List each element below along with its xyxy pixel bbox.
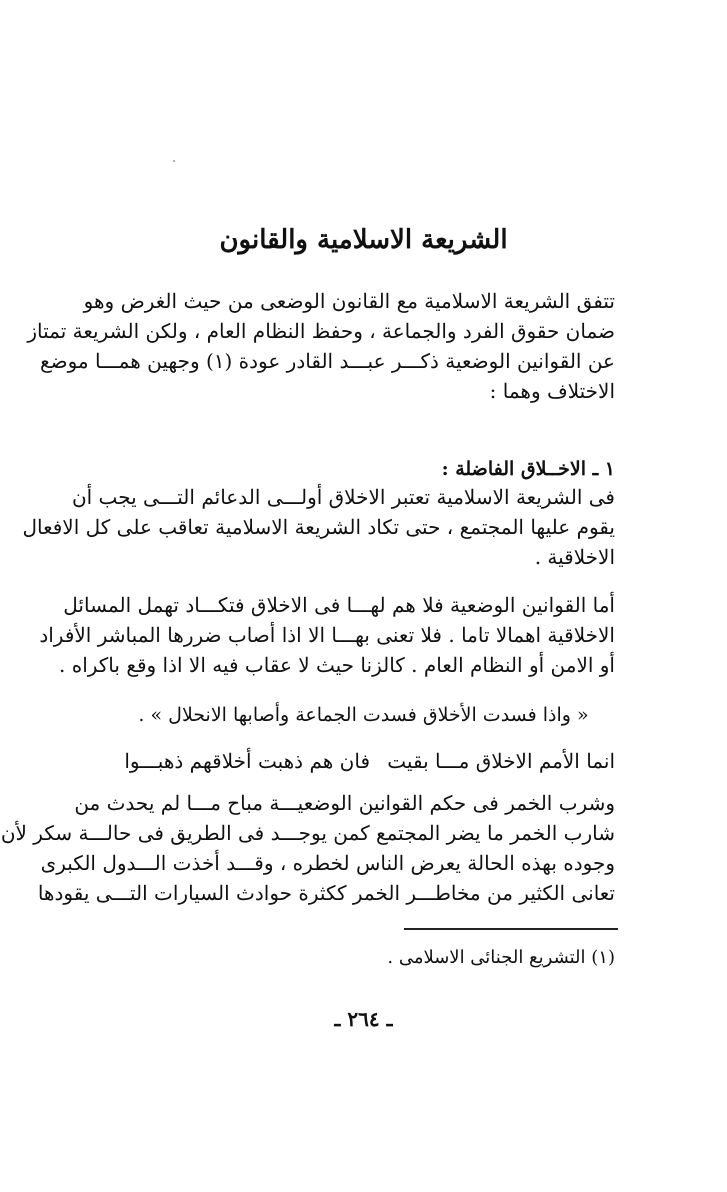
para3-line-4: تعانى الكثير من مخاطـــر الخمر ككثرة حوادث السيارات التـــى يقودها (37, 881, 615, 905)
para1-line-1: فى الشريعة الاسلامية تعتبر الاخلاق أولـــى الدعائم التـــى يجب أن (71, 485, 615, 509)
page-number: ـ ٢٦٤ ـ (334, 1007, 393, 1031)
quote-line: « واذا فسدت الأخلاق فسدت الجماعة وأصابها الانحلال » . (138, 704, 589, 726)
para2-line-2: الاخلاقية اهمالا تاما . فلا تعنى بهـــا الا اذا أصاب ضررها المباشر الأفراد (39, 623, 615, 647)
intro-line-1: تتفق الشريعة الاسلامية مع القانون الوضعى من حيث الغرض وهو (83, 289, 615, 313)
para3-line-2: شارب الخمر ما يضر المجتمع كمن يوجـــد فى الطريق فى حالـــة سكر لأن (0, 821, 615, 845)
para2-line-1: أما القوانين الوضعية فلا هم لهـــا فى الاخلاق فتكـــاد تهمل المسائل (63, 593, 615, 617)
page-title: الشريعة الاسلامية والقانون (219, 225, 508, 255)
scan-speck (173, 160, 175, 162)
verse-second-hemistich: فان هم ذهبت أخلاقهم ذهبـــوا (124, 749, 370, 773)
intro-line-3: عن القوانين الوضعية ذكـــر عبـــد القادر عودة (١) وجهين همـــا موضع (39, 349, 615, 373)
footnote: (١) التشريع الجنائى الاسلامى . (387, 947, 615, 968)
para1-line-3: الاخلاقية . (534, 545, 615, 569)
para3-line-1: وشرب الخمر فى حكم القوانين الوضعيـــة مباح مـــا لم يحدث من (74, 791, 615, 815)
para3-line-3: وجوده بهذه الحالة يعرض الناس لخطره ، وقـــد أخذت الـــدول الكبرى (40, 851, 615, 875)
intro-line-4: الاختلاف وهما : (489, 379, 615, 403)
footnote-divider (404, 928, 618, 930)
intro-line-2: ضمان حقوق الفرد والجماعة ، وحفظ النظام العام ، ولكن الشريعة تمتاز (27, 319, 615, 343)
verse-line (110, 746, 615, 776)
para1-line-2: يقوم عليها المجتمع ، حتى تكاد الشريعة الاسلامية تعاقب على كل الافعال (22, 515, 615, 539)
verse-first-hemistich: انما الأمم الاخلاق مـــا بقيت (387, 749, 615, 773)
section-heading: ١ ـ الاخــلاق الفاضلة : (441, 458, 615, 480)
para2-line-3: أو الامن أو النظام العام . كالزنا حيث لا عقاب فيه الا اذا وقع باكراه . (59, 653, 615, 677)
